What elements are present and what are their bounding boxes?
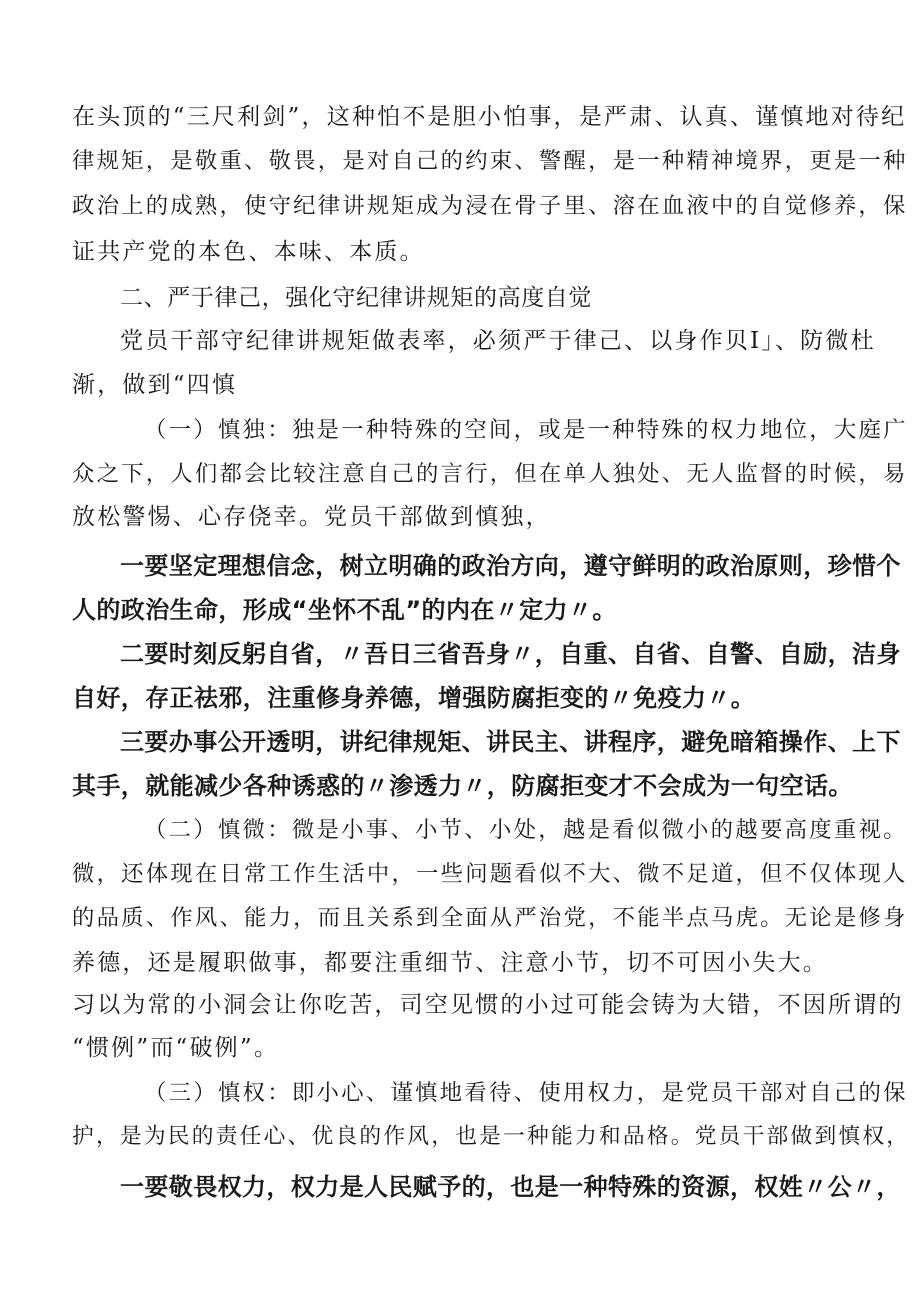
subsection-line: （一）慎独：独是一种特殊的空间，或是一种特殊的权力地位，大庭广 xyxy=(144,417,908,443)
bold-text-line: 自好，存正祛邪，注重修身养德，增强防腐拒变的〃免疫力〃。 xyxy=(72,684,756,712)
text-line: 证共产党的本色、本味、本质。 xyxy=(72,239,425,265)
bold-text-line: 二要时刻反躬自省，〃吾日三省吾身〃，自重、自省、自警、自励，洁身 xyxy=(120,640,901,668)
text-line: 微，还体现在日常工作生活中，一些问题看似不大、微不足道，但不仅体现人 xyxy=(72,861,908,887)
text-line: 放松警惕、心存侥幸。党员干部做到慎独， xyxy=(72,504,551,530)
section-heading: 二、严于律己，强化守纪律讲规矩的高度自觉 xyxy=(120,285,592,311)
subsection-line: （三）慎权：即小心、谨慎地看待、使用权力，是党员干部对自己的保 xyxy=(144,1080,908,1106)
text-line: 护，是为民的责任心、优良的作风，也是一种能力和品格。党员干部做到慎权， xyxy=(72,1124,911,1149)
text-line: 律规矩，是敬重、敬畏，是对自己的约束、警醒，是一种精神境界，更是一种 xyxy=(72,148,908,174)
text-line: “惯例”而“破例”。 xyxy=(72,1035,280,1061)
text-line: 习以为常的小洞会让你吃苦，司空见惯的小过可能会铸为大错，不因所谓的 xyxy=(72,992,904,1018)
text-line: 党员干部守纪律讲规矩做表率，必须严于律己、以身作贝I」、防微杜 xyxy=(120,328,876,354)
text-line: 渐，做到“四慎 xyxy=(72,372,238,398)
text-line: 在头顶的“三尺利剑”，这种怕不是胆小怕事，是严肃、认真、谨慎地对待纪 xyxy=(72,104,907,130)
bold-text-line: 三要办事公开透明，讲纪律规矩、讲民主、讲程序，避免暗箱操作、上下 xyxy=(120,728,901,756)
bold-text-line: 人的政治生命，形成“坐怀不乱”的内在〃定力〃。 xyxy=(72,596,617,624)
text-line: 养德，还是履职做事，都要注重细节、注意小节，切不可因小失大。 xyxy=(72,950,828,976)
bold-text-line: 其手，就能减少各种诱惑的〃渗透力〃，防腐拒变才不会成为一句空话。 xyxy=(72,772,853,800)
text-line: 政治上的成熟，使守纪律讲规矩成为浸在骨子里、溶在血液中的自觉修养，保 xyxy=(72,193,908,219)
bold-text-line: 一要敬畏权力，权力是人民赋予的，也是一种特殊的资源，权姓〃公〃， xyxy=(120,1173,901,1201)
text-line: 的品质、作风、能力，而且关系到全面从严治党，不能半点马虎。无论是修身 xyxy=(72,905,908,931)
text-line: 众之下，人们都会比较注意自己的言行，但在单人独处、无人监督的时候，易 xyxy=(72,461,908,487)
subsection-line: （二）慎微：微是小事、小节、小处，越是看似微小的越要高度重视。 xyxy=(144,817,908,843)
bold-text-line: 一要坚定理想信念，树立明确的政治方向，遵守鲜明的政治原则，珍惜个 xyxy=(120,552,901,580)
